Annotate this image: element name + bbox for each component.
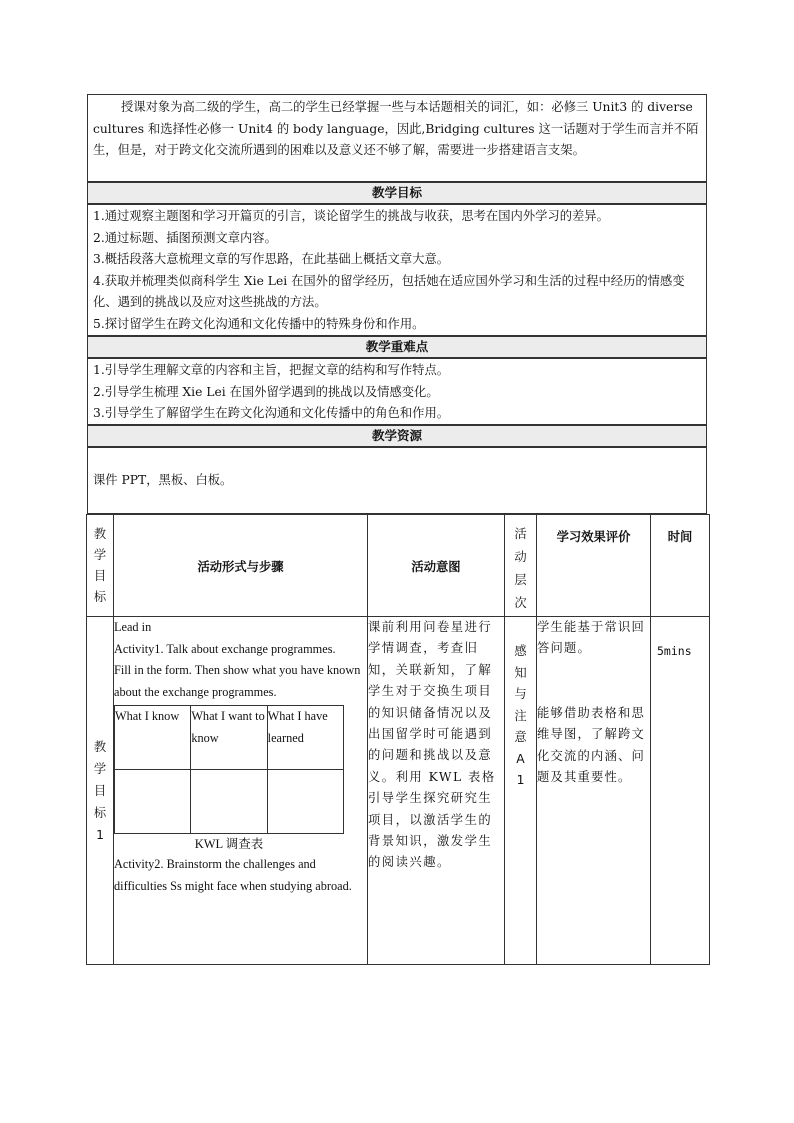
header-evaluation: 学习效果评价 bbox=[537, 515, 651, 617]
kwl-header-know: What I know bbox=[115, 706, 191, 770]
resources-heading: 教学资源 bbox=[87, 425, 707, 447]
resources-text: 课件 PPT，黑板、白板。 bbox=[93, 473, 233, 487]
kwl-cell bbox=[115, 770, 191, 834]
row-level: 感知与注意A1 bbox=[505, 617, 537, 965]
objectives-heading: 教学目标 bbox=[87, 182, 707, 204]
evaluation-2: 能够借助表格和思维导图，了解跨文化交流的内涵、问题及其重要性。 bbox=[537, 705, 645, 785]
row-intent: 课前利用问卷星进行学情调查，考查旧知，关联新知，了解学生对于交换生项目的知识储备情况以及出国留学时可能遇到的问题和挑战以及意义。利用 KWL 表格引导学生探究研究生项目，以激活学生的背景知识，激发学生的阅读兴趣。 bbox=[368, 617, 505, 965]
kwl-table bbox=[114, 705, 344, 834]
key-points-heading: 教学重难点 bbox=[87, 336, 707, 358]
header-time: 时间 bbox=[651, 515, 710, 617]
objective-item: 1.通过观察主题图和学习开篇页的引言，谈论留学生的挑战与收获，思考在国内外学习的差异。 bbox=[93, 209, 609, 223]
objective-item: 2.通过标题、插图预测文章内容。 bbox=[93, 230, 277, 245]
intro-text: 授课对象为高二级的学生，高二的学生已经掌握一些与本话题相关的词汇，如：必修三 Unit3 的 diverse cultures 和选择性必修一 Unit4 的 body language，因此,Bridging cultures 这一话题对于学生而言并不陌生，但是，对于跨文化交流所遇到的困难以及意义还不够了解，需要进一步搭建语言支架。 bbox=[93, 100, 699, 157]
row-evaluation bbox=[537, 617, 651, 965]
objective-item: 5.探讨留学生在跨文化沟通和文化传播中的特殊身份和作用。 bbox=[93, 316, 425, 331]
header-intent: 活动意图 bbox=[368, 515, 505, 617]
kwl-header-want: What I want to know bbox=[191, 706, 267, 770]
intro-section bbox=[87, 94, 707, 182]
kwl-cell bbox=[267, 770, 343, 834]
activity1-label: Activity1. Talk about exchange programmes. bbox=[114, 641, 336, 656]
header-activity: 活动形式与步骤 bbox=[114, 515, 368, 617]
key-point-item: 1.引导学生理解文章的内容和主旨，把握文章的结构和写作特点。 bbox=[93, 363, 450, 377]
lead-in-label: Lead in bbox=[114, 620, 152, 634]
activity-table bbox=[86, 514, 710, 965]
header-goal: 教学目标 bbox=[87, 515, 114, 617]
row-goal: 教学目标1 bbox=[87, 617, 114, 965]
kwl-header-learned: What I have learned bbox=[267, 706, 343, 770]
key-points-section bbox=[87, 358, 707, 425]
key-point-item: 3.引导学生了解留学生在跨文化沟通和文化传播中的角色和作用。 bbox=[93, 406, 450, 420]
header-level: 活动层次 bbox=[505, 515, 537, 617]
objectives-section bbox=[87, 204, 707, 336]
table-row bbox=[87, 617, 710, 965]
row-activity bbox=[114, 617, 368, 965]
objective-item: 4.获取并梳理类似商科学生 Xie Lei 在国外的留学经历，包括她在适应国外学习和生活的过程中经历的情感变化、遇到的挑战以及应对这些挑战的方法。 bbox=[93, 273, 685, 309]
row-time: 5mins bbox=[651, 617, 710, 965]
key-point-item: 2.引导学生梳理 Xie Lei 在国外留学遇到的挑战以及情感变化。 bbox=[93, 384, 439, 399]
objective-item: 3.概括段落大意梳理文章的写作思路，在此基础上概括文章大意。 bbox=[93, 252, 450, 266]
activity2-label: Activity2. Brainstorm the challenges and difficulties Ss might face when studying abroad. bbox=[114, 857, 352, 893]
evaluation-1: 学生能基于常识回答问题。 bbox=[537, 620, 645, 656]
kwl-cell bbox=[191, 770, 267, 834]
resources-section bbox=[87, 447, 707, 514]
table-header-row bbox=[87, 515, 710, 617]
kwl-caption: KWL 调查表 bbox=[194, 837, 264, 851]
activity1-instruction: Fill in the form. Then show what you have known about the exchange programmes. bbox=[114, 663, 361, 699]
